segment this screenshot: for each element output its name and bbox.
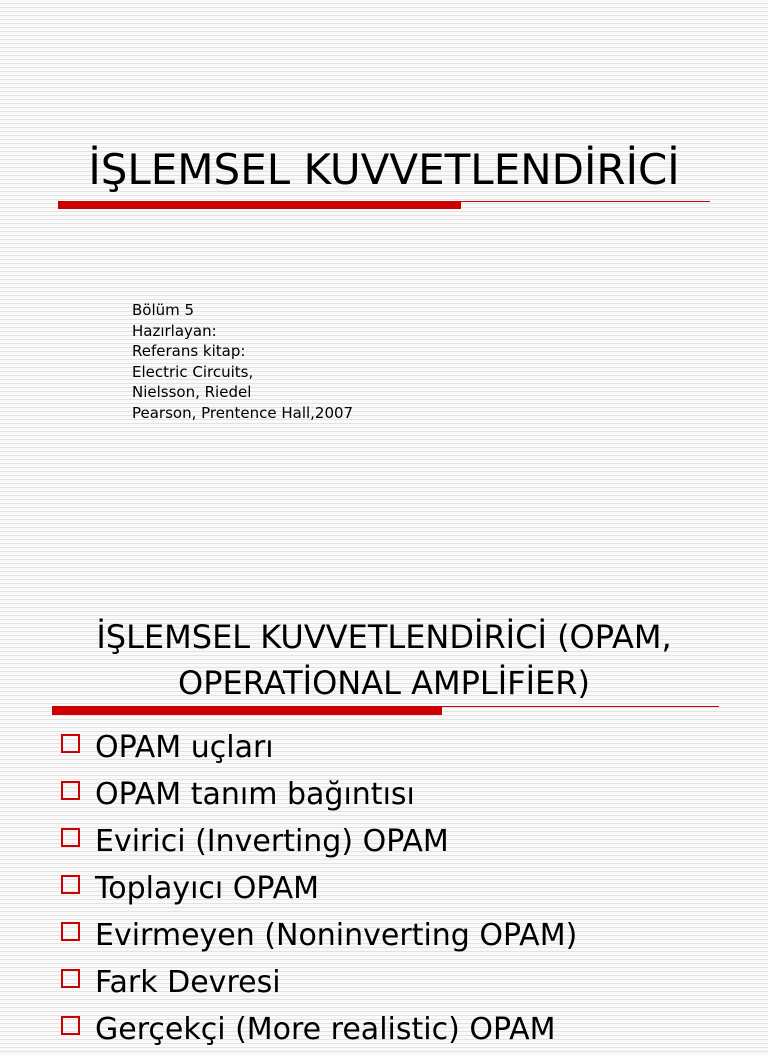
- hollow-square-icon: [61, 922, 80, 941]
- subtitle-line-reference-label: Referans kitap:: [132, 342, 246, 361]
- slide-2-title-line-1: İŞLEMSEL KUVVETLENDİRİCİ (OPAM,: [96, 618, 672, 656]
- subtitle-line-publisher: Pearson, Prentence Hall,2007: [132, 403, 354, 422]
- subtitle-line-chapter: Bölüm 5: [132, 301, 195, 319]
- topic-list: [58, 726, 577, 1055]
- list-item: [58, 1008, 577, 1055]
- list-item: [58, 867, 577, 914]
- subtitle-line-authors: Nielsson, Riedel: [132, 383, 252, 402]
- hollow-square-icon: [61, 781, 80, 800]
- list-item: [58, 773, 577, 820]
- list-item-text: OPAM tanım bağıntısı: [95, 777, 415, 812]
- hollow-square-icon: [61, 734, 80, 753]
- hollow-square-icon: [61, 875, 80, 894]
- subtitle-line-book-title: Electric Circuits,: [132, 362, 254, 381]
- slide-1-title: İŞLEMSEL KUVVETLENDİRİCİ: [88, 145, 680, 194]
- list-item: [58, 726, 577, 773]
- slide-2-title: [0, 614, 768, 706]
- title-underline-thick: [58, 201, 461, 209]
- list-item-text: OPAM uçları: [95, 730, 274, 765]
- list-item: [58, 961, 577, 1008]
- slide-2-title-line-2: OPERATİONAL AMPLİFİER): [178, 664, 590, 702]
- list-item-text: Fark Devresi: [95, 965, 281, 1000]
- list-item-text: Evirmeyen (Noninverting OPAM): [95, 918, 578, 953]
- slide-2: [0, 560, 768, 1047]
- list-item: [58, 820, 577, 867]
- slide-1-subtitle: [132, 300, 353, 424]
- hollow-square-icon: [61, 969, 80, 988]
- list-item-text: Evirici (Inverting) OPAM: [95, 824, 449, 859]
- list-item: [58, 914, 577, 961]
- list-item-text: Toplayıcı OPAM: [95, 871, 319, 906]
- subtitle-line-author: Hazırlayan:: [132, 321, 217, 340]
- list-item-text: Gerçekçi (More realistic) OPAM: [95, 1012, 556, 1047]
- hollow-square-icon: [61, 1016, 80, 1035]
- title-underline-thick: [52, 707, 442, 715]
- hollow-square-icon: [61, 828, 80, 847]
